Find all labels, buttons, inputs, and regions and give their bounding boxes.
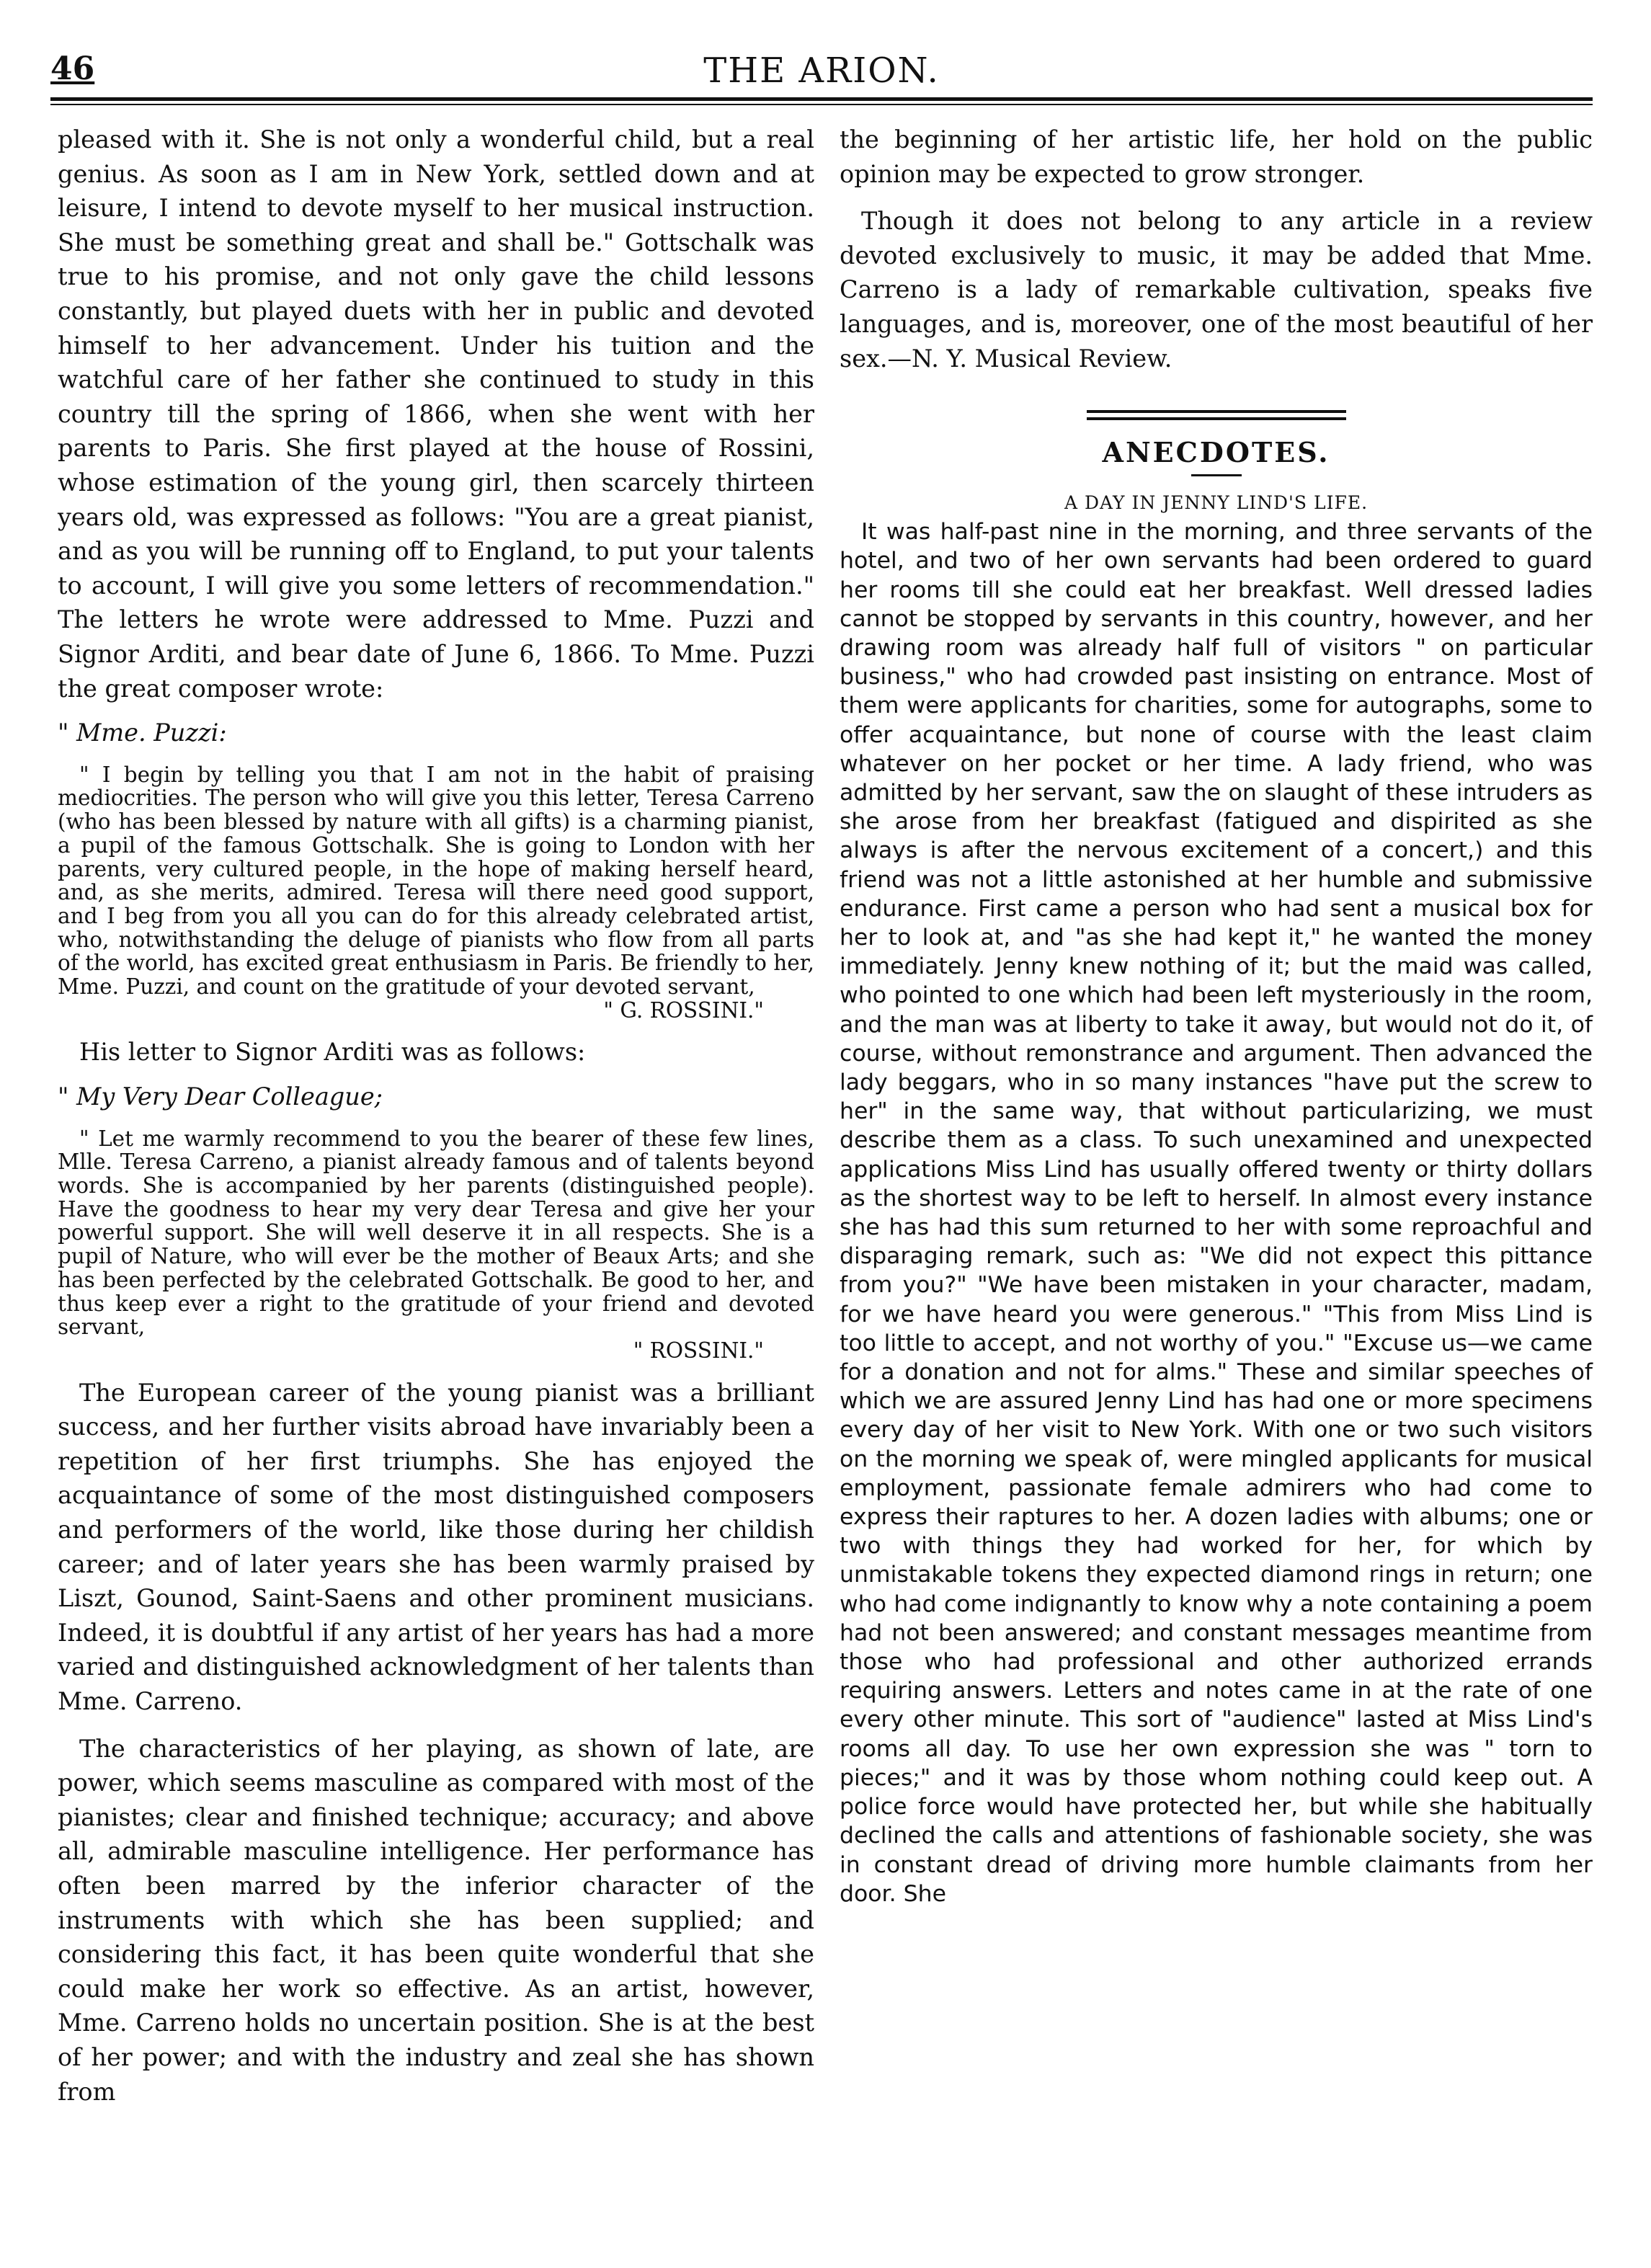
divider-line-1 [1087, 410, 1346, 413]
salutation-puzzi: " Mme. Puzzi: [58, 719, 227, 747]
page-number: 46 [50, 50, 95, 87]
article-subheading: A DAY IN JENNY LIND'S LIFE. [1064, 492, 1369, 514]
right-column [840, 123, 1593, 1908]
signature-rossini-2: " ROSSINI." [633, 1338, 764, 1363]
header-rule-thin [50, 104, 1593, 105]
paragraph-european-career: The European career of the young pianist was a brilliant success, and her further visits abroad have invariably been a repetition of her first triumphs. She has enjoyed the acquaintance of some of the most distinguished composers and performers of the world, like those during her childish career; and of later years she has been warmly praised by Liszt, Gounod, Saint-Saens and other prominent musicians. Indeed, it is doubtful if any artist of her years has had a more varied and distinguished acknowledgment of her talents than Mme. Carreno. [58, 1378, 814, 1715]
section-divider [1087, 410, 1346, 420]
paragraph-arditi-intro: His letter to Signor Arditi was as follows: [79, 1038, 586, 1067]
left-column [58, 123, 814, 2109]
paragraph-carreno-cultivation: Though it does not belong to any article in a review devoted exclusively to music, it may be added that Mme. Carreno is a lady of remarkable cultivation, speaks five languages, and is, moreover, one of the most beautiful of her sex.—N. Y. Musical Review. [840, 207, 1593, 373]
review-continuation [840, 123, 1593, 375]
salutation-arditi: " My Very Dear Colleague; [58, 1082, 383, 1111]
paragraph-playing-characteristics: The characteristics of her playing, as shown of late, are power, which seems masculine as compared with most of the pianistes; clear and finished technique; accuracy; and above all, admirable masculine intelligence. Her performance has often been marred by the inferior character of the instruments with which she has been supplied; and considering this fact, it has been quite wonderful that she could make her work so effective. As an artist, however, Mme. Carreno holds no uncertain position. She is at the best of her power; and with the industry and zeal she has shown from [58, 1734, 814, 2106]
letter-to-arditi [58, 1127, 814, 1363]
letter-to-puzzi [58, 763, 814, 1023]
paragraph-carreno-training: pleased with it. She is not only a wonderful child, but a real genius. As soon as I am in New York, settled down and at leisure, I intend to devote myself to her musical instruction. She must be something great and shall be." Gottschalk was true to his promise, and not only gave the child lessons constantly, but played duets with her in public and devoted himself to her advancement. Under his tuition and the watchful care of her father she continued to study in this country till the spring of 1866, when she went with her parents to Paris. She first played at the house of Rossini, whose estimation of the young girl, then scarcely thirteen years old, was expressed as follows: "You are a great pianist, and as you will be running off to England, to put your talents to account, I will give you some letters of recommendation." The letters he wrote were addressed to Mme. Puzzi and Signor Arditi, and bear date of June 6, 1866. To Mme. Puzzi the great composer wrote: [58, 125, 814, 703]
section-title-rule [1191, 474, 1242, 476]
signature-rossini-1: " G. ROSSINI." [603, 997, 764, 1023]
paragraph-jenny-lind-day: It was half-past nine in the morning, and three servants of the hotel, and two of her own servants had been ordered to guard her rooms till she could eat her breakfast. Well dressed ladies cannot be stopped by servants in this country, however, and her drawing room was already half full of visitors " on particular business," who had crowded past insisting on entrance. Most of them were applicants for charities, some for autographs, some to offer acquaintance, but none of course with the least claim whatever on her pocket or her time. A lady friend, who was admitted by her servant, saw the on slaught of these intruders as she arose from her breakfast (fatigued and dispirited as she always is after the nervous excitement of a concert,) and this friend was not a little astonished at her humble and submissive endurance. First came a person who had sent a musical box for her to look at, and "as she had kept it," he wanted the money immediately. Jenny knew nothing of it; but the maid was called, who pointed to one which had been left mysteriously in the room, and the man was at liberty to take it away, but would not do it, of course, without remonstrance and argument. Then advanced the lady beggars, who in so many instances "have put the screw to her" in the same way, that without particularizing, we must describe them as a class. To such unexamined and unexpected applications Miss Lind has usually offered twenty or thirty dollars as the shortest way to be left to herself. In almost every instance she has had this sum returned to her with some reproachful and disparaging remark, such as: "We did not expect this pittance from you?" "We have been mistaken in your character, madam, for we have heard you were generous." "This from Miss Lind is too little to accept, and not worthy of you." "Excuse us—we came for a donation and not for alms." These and similar speeches of which we are assured Jenny Lind has had one or more specimens every day of her visit to New York. With one or two such visitors on the morning we speak of, were mingled applicants for musical employment, passionate female admirers who had come to express their raptures to her. A dozen ladies with albums; one or two with things they had worked for her, for which by unmistakable tokens they expected diamond rings in return; one who had come indignantly to know why a note containing a poem had not been answered; and constant messages meantime from those who had professional and other authorized errands requiring answers. Letters and notes came in at the rate of one every other minute. This sort of "audience" lasted at Miss Lind's rooms all day. To use her own expression she was " torn to pieces;" and it was by those whom nothing could keep out. A police force would have protected her, but while she habitually declined the calls and attentions of fashionable society, she was in constant dread of driving more humble claimants from her door. She [840, 519, 1593, 1907]
header-rule-thick [50, 97, 1593, 101]
section-title: ANECDOTES. [1102, 436, 1330, 469]
divider-line-2 [1087, 417, 1346, 420]
letter-to-puzzi-body: " I begin by telling you that I am not in the habit of praising mediocrities. The person who will give you this letter, Teresa Carreno (who has been blessed by nature with all gifts) is a charming pianist, a pupil of the famous Gottschalk. She is going to London with her parents, very cultured people, in the hope of making herself heard, and, as she merits, admired. Teresa will there need good support, and I beg from you all you can do for this already celebrated artist, who, notwithstanding the deluge of pianists who flow from all parts of the world, has excited great enthusiasm in Paris. Be friendly to her, Mme. Puzzi, and count on the gratitude of your devoted servant, [58, 762, 814, 1000]
letter-to-arditi-body: " Let me warmly recommend to you the bearer of these few lines, Mlle. Teresa Carreno, a pianist already famous and of talents beyond words. She is accompanied by her parents (distinguished people). Have the goodness to hear my very dear Teresa and give her your powerful support. She will well deserve it in all respects. She is a pupil of Nature, who will ever be the mother of Beaux Arts; and she has been perfected by the celebrated Gottschalk. Be good to her, and thus keep ever a right to the gratitude of your friend and devoted servant, [58, 1126, 814, 1340]
paragraph-artistic-life: the beginning of her artistic life, her hold on the public opinion may be expected to grow stronger. [840, 125, 1593, 188]
running-title: THE ARION. [703, 50, 940, 91]
page-header [50, 50, 1593, 101]
